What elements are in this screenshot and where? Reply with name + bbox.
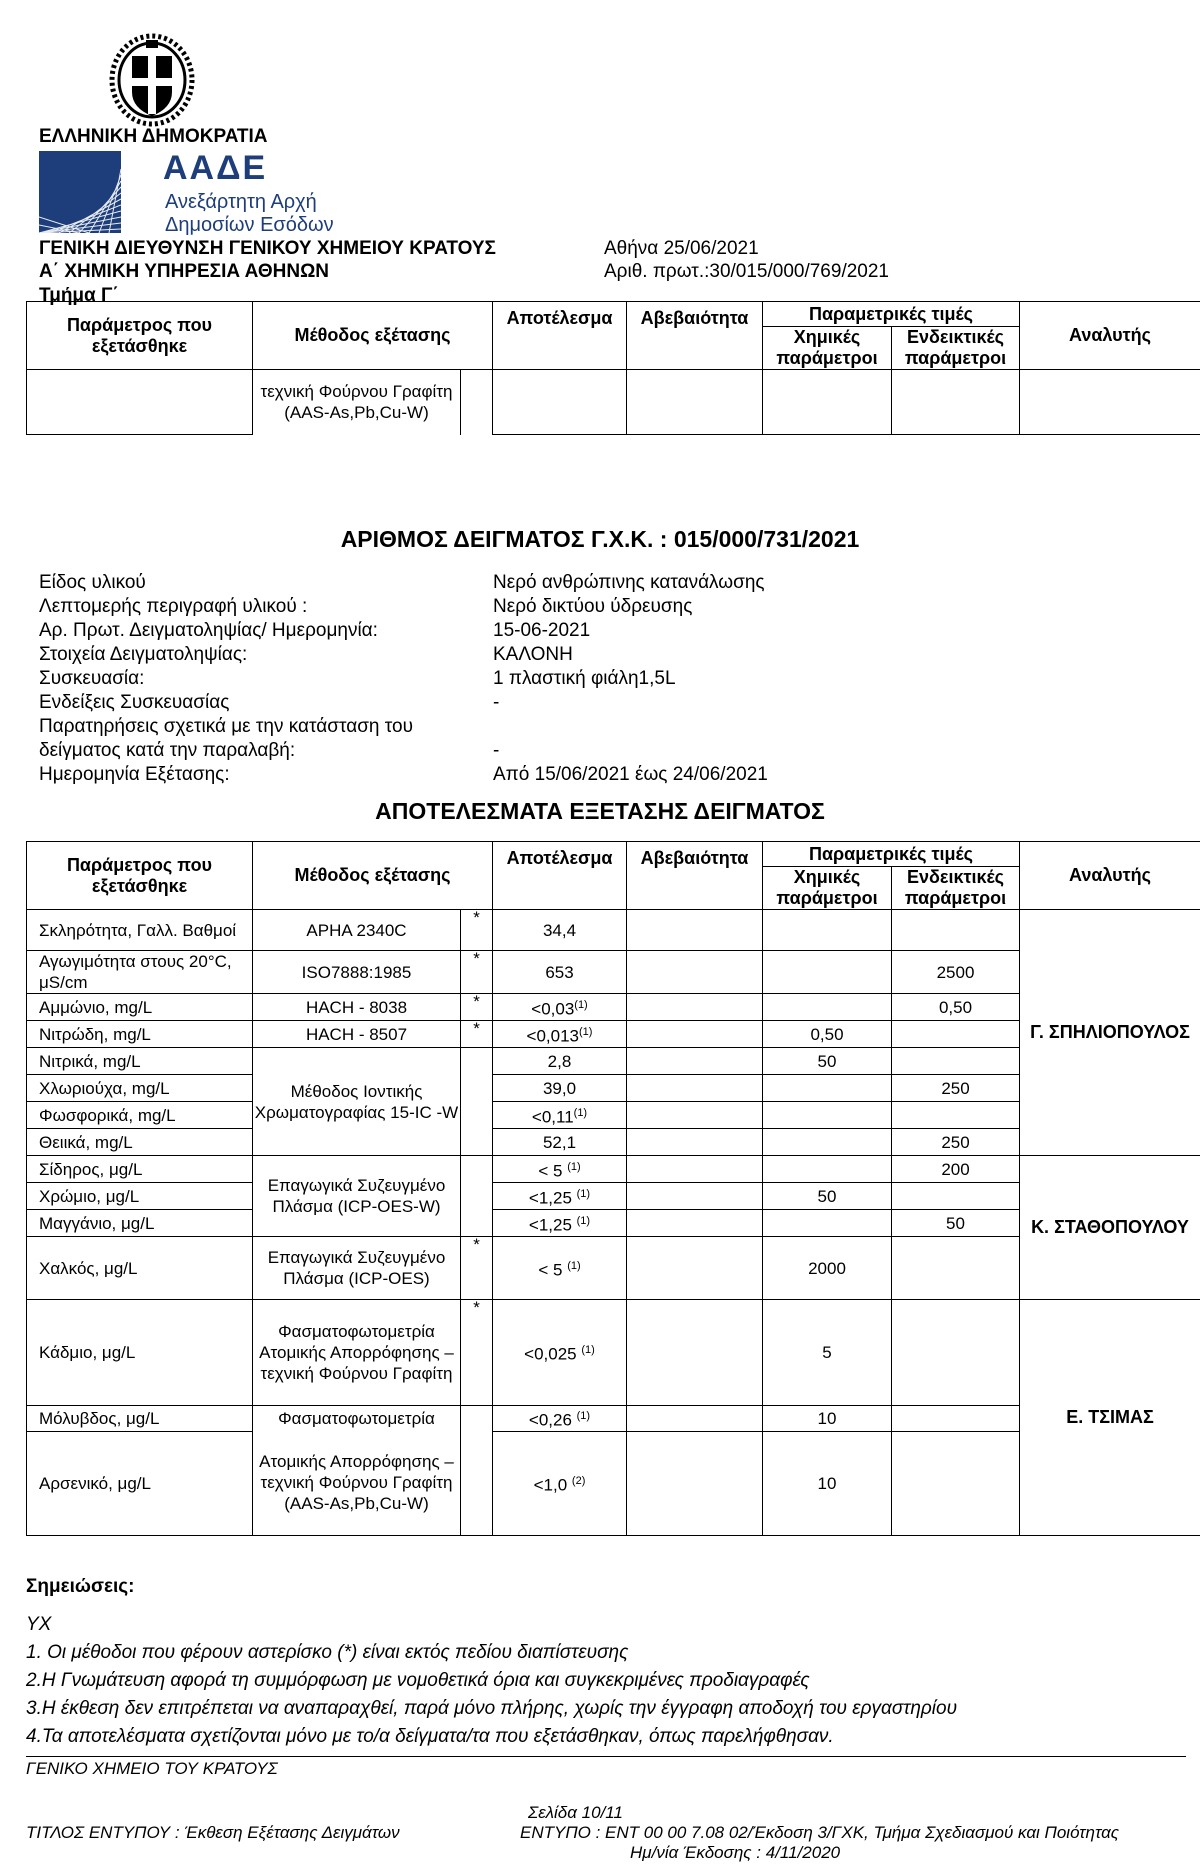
note-line: ΥΧ (26, 1614, 52, 1635)
param-cell: Χαλκός, μg/L (27, 1237, 253, 1300)
info-label: Λεπτομερής περιγραφή υλικού : (39, 596, 308, 617)
header-result: Αποτέλεσμα (493, 302, 627, 370)
param-cell: Αμμώνιο, mg/L (27, 994, 253, 1021)
result-cell: $<0,013^{(1)}$ (493, 1021, 627, 1048)
ind-cell (892, 1406, 1020, 1432)
param-cell: Θειικά, mg/L (27, 1129, 253, 1156)
header-parametric: Παραμετρικές τιμές (763, 842, 1020, 867)
method-cell: HACH - 8038 (253, 994, 461, 1021)
sample-number: ΑΡΙΘΜΟΣ ΔΕΙΓΜΑΤΟΣ Γ.Χ.Κ. : 015/000/731/2021 (340, 526, 860, 552)
chem-cell (763, 1129, 892, 1156)
star-marker: * (461, 910, 493, 951)
uncertainty-cell (627, 951, 763, 994)
aade-logo-mark-icon (39, 151, 121, 233)
param-cell: Χρώμιο, μg/L (27, 1183, 253, 1210)
aade-subtitle-2: Δημοσίων Εσόδων (165, 214, 334, 236)
department-line-3: Τμήμα Γ΄ (39, 285, 119, 306)
info-value: Νερό δικτύου ύδρευσης (493, 596, 693, 617)
note-line: 2.Η Γνωμάτευση αφορά τη συμμόρφωση με νομοθετικά όρια και συγκεκριμένες προδιαγραφές (26, 1670, 810, 1691)
org-name: ΕΛΛΗΝΙΚΗ ΔΗΜΟΚΡΑΤΙΑ (39, 126, 268, 147)
info-label: Ημερομηνία Εξέτασης: (39, 764, 230, 785)
info-label: Είδος υλικού (39, 572, 146, 593)
uncertainty-cell (627, 1406, 763, 1432)
method-cell: Ατομικής Απορρόφησης – τεχνική Φούρνου Γραφίτη (AAS-As,Pb,Cu-W) (253, 1431, 461, 1535)
param-cell: Σίδηρος, μg/L (27, 1156, 253, 1183)
table-row (27, 910, 1200, 951)
chem-cell: 5 (763, 1300, 892, 1406)
chem-cell: 2000 (763, 1237, 892, 1300)
cell (1020, 370, 1200, 435)
footer-divider (26, 1756, 1186, 1757)
results-table (26, 841, 1200, 1536)
continued-results-table (26, 301, 1200, 435)
info-value: ΚΑΛΟΝΗ (493, 644, 573, 665)
info-label: Στοιχεία Δειγματοληψίας: (39, 644, 248, 665)
note-line: 4.Τα αποτελέσματα σχετίζονται μόνο με το/α δείγματα/τα που εξετάσθηκαν, όπως παρελήφθησαν. (26, 1726, 834, 1747)
star-cell (461, 1406, 493, 1536)
uncertainty-cell (627, 1431, 763, 1535)
method-cell: Φασματοφωτομετρία Ατομικής Απορρόφησης – τεχνική Φούρνου Γραφίτη (253, 1300, 461, 1406)
header-parameter: Παράμετρος που εξετάσθηκε (27, 302, 253, 370)
chem-cell: 50 (763, 1183, 892, 1210)
header-analyst: Αναλυτής (1020, 842, 1200, 910)
result-cell: <1,25 $^{(1)}$ (493, 1183, 627, 1210)
greek-coat-of-arms-icon (106, 30, 198, 130)
param-cell: Κάδμιο, μg/L (27, 1300, 253, 1406)
param-cell: Αγωγιμότητα στους 20°C, μS/cm (27, 951, 253, 994)
cell (892, 370, 1020, 435)
table-row (27, 1156, 1200, 1183)
result-cell: $<0,11^{(1)}$ (493, 1102, 627, 1129)
star-marker: * (461, 1237, 493, 1300)
result-cell: <1,0 $^{(2)}$ (493, 1431, 627, 1535)
ind-cell: 250 (892, 1129, 1020, 1156)
header-uncertainty: Αβεβαιότητα (627, 842, 763, 910)
star-marker: * (461, 994, 493, 1021)
param-cell: Μόλυβδος, μg/L (27, 1406, 253, 1432)
department-line-1: ΓΕΝΙΚΗ ΔΙΕΥΘΥΝΣΗ ΓΕΝΙΚΟΥ ΧΗΜΕΙΟΥ ΚΡΑΤΟΥΣ (39, 238, 496, 259)
uncertainty-cell (627, 1300, 763, 1406)
note-line: 3.Η έκθεση δεν επιτρέπεται να αναπαραχθεί, παρά μόνο πλήρης, χωρίς την έγγραφη αποδοχή του εργαστηρίου (26, 1698, 958, 1719)
analyst-cell: Γ. ΣΠΗΛΙΟΠΟΥΛΟΣ (1020, 910, 1200, 1156)
table-row (27, 1300, 1200, 1406)
uncertainty-cell (627, 1048, 763, 1075)
method-cell: ISO7888:1985 (253, 951, 461, 994)
chem-cell (763, 910, 892, 951)
method-cell: Επαγωγικά Συζευγμένο Πλάσμα (ICP-OES-W) (253, 1156, 461, 1237)
param-cell: Μαγγάνιο, μg/L (27, 1210, 253, 1237)
info-value: 1 πλαστική φιάλη1,5L (493, 668, 676, 689)
ind-cell (892, 1102, 1020, 1129)
star-cell (461, 1048, 493, 1156)
analyst-cell: Κ. ΣΤΑΘΟΠΟΥΛΟΥ (1020, 1156, 1200, 1300)
chem-cell (763, 1102, 892, 1129)
chem-cell: 10 (763, 1406, 892, 1432)
chem-cell: 0,50 (763, 1021, 892, 1048)
result-cell: 52,1 (493, 1129, 627, 1156)
uncertainty-cell (627, 1129, 763, 1156)
footer-org: ΓΕΝΙΚΟ ΧΗΜΕΙΟ ΤΟΥ ΚΡΑΤΟΥΣ (26, 1759, 278, 1778)
uncertainty-cell (627, 994, 763, 1021)
ind-cell: 50 (892, 1210, 1020, 1237)
star-marker: * (461, 1021, 493, 1048)
department-line-2: Α΄ ΧΗΜΙΚΗ ΥΠΗΡΕΣΙΑ ΑΘΗΝΩΝ (39, 261, 330, 282)
info-value: - (493, 740, 500, 761)
chem-cell (763, 1075, 892, 1102)
header-indicative: Ενδεικτικές παράμετροι (892, 327, 1020, 370)
param-cell: Χλωριούχα, mg/L (27, 1075, 253, 1102)
document-date: Αθήνα 25/06/2021 (604, 238, 759, 259)
chem-cell: 50 (763, 1048, 892, 1075)
header-chemical: Χημικές παράμετροι (763, 867, 892, 910)
analyst-cell: Ε. ΤΣΙΜΑΣ (1020, 1300, 1200, 1536)
aade-title: ΑΑΔΕ (163, 149, 268, 187)
info-label: Αρ. Πρωτ. Δειγματοληψίας/ Ημερομηνία: (39, 620, 378, 641)
method-cell: τεχνική Φούρνου Γραφίτη (AAS-As,Pb,Cu-W) (253, 370, 461, 435)
header-chemical: Χημικές παράμετροι (763, 327, 892, 370)
uncertainty-cell (627, 1183, 763, 1210)
ind-cell (892, 1237, 1020, 1300)
results-title: ΑΠΟΤΕΛΕΣΜΑΤΑ ΕΞΕΤΑΣΗΣ ΔΕΙΓΜΑΤΟΣ (375, 798, 825, 824)
star-cell (461, 1156, 493, 1237)
method-cell: Μέθοδος Ιοντικής Χρωματογραφίας 15-IC -W (253, 1048, 461, 1156)
param-cell: Νιτρικά, mg/L (27, 1048, 253, 1075)
result-cell: 2,8 (493, 1048, 627, 1075)
result-cell: <0,26 $^{(1)}$ (493, 1406, 627, 1432)
param-cell: Νιτρώδη, mg/L (27, 1021, 253, 1048)
chem-cell (763, 994, 892, 1021)
cell (627, 370, 763, 435)
method-cell: APHA 2340C (253, 910, 461, 951)
result-cell: < 5 $^{(1)}$ (493, 1156, 627, 1183)
header-parametric: Παραμετρικές τιμές (763, 302, 1020, 327)
star-marker: * (461, 951, 493, 994)
aade-subtitle-1: Ανεξάρτητη Αρχή (165, 191, 317, 213)
header-parameter: Παράμετρος που εξετάσθηκε (27, 842, 253, 910)
chem-cell (763, 951, 892, 994)
result-cell: <1,25 $^{(1)}$ (493, 1210, 627, 1237)
header-result: Αποτέλεσμα (493, 842, 627, 910)
ind-cell: 2500 (892, 951, 1020, 994)
protocol-number: Αριθ. πρωτ.:30/015/000/769/2021 (604, 261, 889, 282)
result-cell: 653 (493, 951, 627, 994)
header-method: Μέθοδος εξέτασης (253, 302, 493, 370)
cell (493, 370, 627, 435)
method-cell: Φασματοφωτομετρία (253, 1406, 461, 1432)
info-value: Από 15/06/2021 έως 24/06/2021 (493, 764, 768, 785)
result-cell: $<0,03^{(1)}$ (493, 994, 627, 1021)
uncertainty-cell (627, 1237, 763, 1300)
uncertainty-cell (627, 910, 763, 951)
header-indicative: Ενδεικτικές παράμετροι (892, 867, 1020, 910)
ind-cell (892, 910, 1020, 951)
uncertainty-cell (627, 1210, 763, 1237)
info-value: 15-06-2021 (493, 620, 591, 641)
notes-title: Σημειώσεις: (26, 1576, 135, 1597)
header-analyst: Αναλυτής (1020, 302, 1200, 370)
chem-cell (763, 1156, 892, 1183)
uncertainty-cell (627, 1075, 763, 1102)
cell (461, 370, 493, 435)
ind-cell (892, 1048, 1020, 1075)
ind-cell (892, 1431, 1020, 1535)
chem-cell: 10 (763, 1431, 892, 1535)
cell (763, 370, 892, 435)
ind-cell: 250 (892, 1075, 1020, 1102)
ind-cell (892, 1300, 1020, 1406)
ind-cell: 200 (892, 1156, 1020, 1183)
param-cell: Αρσενικό, μg/L (27, 1431, 253, 1535)
info-value: Νερό ανθρώπινης κατανάλωσης (493, 572, 765, 593)
info-label: Συσκευασία: (39, 668, 145, 689)
info-label: δείγματος κατά την παραλαβή: (39, 740, 296, 761)
result-cell: 34,4 (493, 910, 627, 951)
chem-cell (763, 1210, 892, 1237)
ind-cell (892, 1183, 1020, 1210)
result-cell: < 5 $^{(1)}$ (493, 1237, 627, 1300)
method-cell: Επαγωγικά Συζευγμένο Πλάσμα (ICP-OES) (253, 1237, 461, 1300)
footer-form-title: ΤΙΤΛΟΣ ΕΝΤΥΠΟΥ : Έκθεση Εξέτασης Δειγμάτων (26, 1823, 400, 1842)
uncertainty-cell (627, 1102, 763, 1129)
header-method: Μέθοδος εξέτασης (253, 842, 493, 910)
star-marker: * (461, 1300, 493, 1406)
param-cell: Φωσφορικά, mg/L (27, 1102, 253, 1129)
cell (27, 370, 253, 435)
uncertainty-cell (627, 1021, 763, 1048)
info-label: Ενδείξεις Συσκευασίας (39, 692, 230, 713)
footer-form-code: ΕΝΤΥΠΟ : ΕΝΤ 00 00 7.08 02/Έκδοση 3/ΓΧΚ, Τμήμα Σχεδιασμού και Ποιότητας (520, 1823, 1120, 1842)
note-line: 1. Οι μέθοδοι που φέρουν αστερίσκο (*) είναι εκτός πεδίου διαπίστευσης (26, 1642, 629, 1663)
footer-page: Σελίδα 10/11 (528, 1803, 623, 1822)
uncertainty-cell (627, 1156, 763, 1183)
footer-issue-date: Ημ/νία Έκδοσης : 4/11/2020 (630, 1843, 841, 1862)
method-cell: HACH - 8507 (253, 1021, 461, 1048)
aade-logo (39, 151, 339, 235)
info-value: - (493, 692, 500, 713)
header-uncertainty: Αβεβαιότητα (627, 302, 763, 370)
info-label: Παρατηρήσεις σχετικά με την κατάσταση του (39, 716, 413, 737)
ind-cell: 0,50 (892, 994, 1020, 1021)
result-cell: 39,0 (493, 1075, 627, 1102)
ind-cell (892, 1021, 1020, 1048)
result-cell: <0,025 $^{(1)}$ (493, 1300, 627, 1406)
param-cell: Σκληρότητα, Γαλλ. Βαθμοί (27, 910, 253, 951)
